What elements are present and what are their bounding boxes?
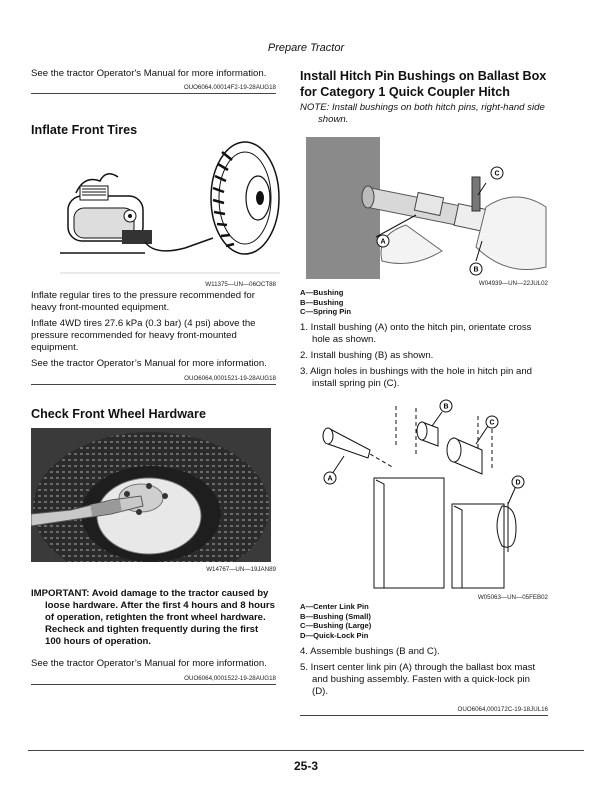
page-number: 25-3: [293, 759, 319, 773]
compressor-tire-figure: [60, 138, 280, 278]
inflate-body: [31, 290, 276, 385]
inflate-heading: Inflate Front Tires: [31, 123, 138, 137]
legend-item: D—Quick-Lock Pin: [300, 630, 369, 640]
hitch-pin-bushing-photo: [306, 137, 548, 279]
hardware-figure-caption: W14767—UN—19JAN89: [206, 566, 276, 573]
footer-rule: [28, 750, 584, 751]
legend-item: A—Bushing: [300, 288, 344, 297]
callout-a: A: [327, 475, 333, 483]
bushings-legend: [300, 288, 351, 317]
running-header: Prepare Tractor: [267, 42, 345, 54]
callout-c: C: [489, 419, 495, 427]
section-rule: [31, 93, 276, 94]
assembly-ref: OUO6064,000172C-19-18JUL16: [457, 706, 548, 713]
inflate-figure-caption: W11375—UN—06OCT88: [205, 281, 276, 288]
hardware-heading: Check Front Wheel Hardware: [31, 407, 206, 421]
callout-a: A: [380, 238, 386, 246]
section-rule: [31, 684, 276, 685]
inflate-para-2: Inflate 4WD tires 27.6 kPa (0.3 bar) (4 psi) above the pressure recommended for heavy front-mounted equipment.: [31, 318, 256, 353]
callout-d: D: [515, 479, 521, 487]
intro-ref: OUO6064,00014F2-19-28AUG18: [183, 84, 276, 91]
bushings-heading-line-1: Install Hitch Pin Bushings on Ballast Box: [300, 69, 547, 83]
step-1: 1. Install bushing (A) onto the hitch pin, orientate cross hole as shown.: [300, 322, 532, 345]
legend-item: C—Spring Pin: [300, 307, 352, 316]
left-column: [31, 68, 276, 94]
step-3: 3. Align holes in bushings with the hole in hitch pin and install spring pin (C).: [300, 366, 533, 389]
bushings-note: NOTE: Install bushings on both hitch pins, right-hand side shown.: [300, 102, 545, 125]
section-rule: [31, 384, 276, 385]
center-link-assembly-drawing: [304, 398, 548, 590]
step-2: 2. Install bushing (B) as shown.: [300, 350, 434, 361]
step-4: 4. Assemble bushings (B and C).: [300, 646, 440, 657]
inflate-ref: OUO6064,0001521-19-28AUG18: [184, 375, 276, 382]
legend-item: C—Bushing (Large): [300, 621, 372, 630]
callout-b: B: [473, 266, 479, 274]
bushings-heading-line-2: for Category 1 Quick Coupler Hitch: [300, 85, 510, 99]
legend-item: B—Bushing: [300, 297, 344, 307]
step-5: 5. Insert center link pin (A) through the ballast box mast and bushing assembly. Fasten with a quick-lock pin (D).: [300, 662, 536, 697]
inflate-para-1: Inflate regular tires to the pressure recommended for heavy front-mounted equipment.: [31, 290, 255, 313]
inflate-para-3: See the tractor Operator’s Manual for more information.: [31, 358, 267, 369]
tire-drawing: [211, 142, 279, 254]
wheel-hardware-photo: [31, 428, 271, 562]
legend-item: B—Bushing (Small): [300, 611, 371, 621]
bushings-figure-caption: W04939—UN—22JUL02: [478, 280, 548, 287]
hardware-body: [31, 578, 276, 685]
intro-text: See the tractor Operator's Manual for more information.: [31, 68, 267, 79]
legend-item: A—Center Link Pin: [300, 602, 369, 611]
callout-b: B: [443, 403, 449, 411]
important-notice: IMPORTANT: Avoid damage to the tractor caused by loose hardware. After the first 4 hours and 8 hours of operation, retighten the front wheel hardware. Recheck and tighten frequently during the first 100 hours of operation.: [31, 587, 275, 647]
assembly-steps: [300, 646, 548, 716]
section-rule: [300, 715, 548, 716]
callout-c: C: [494, 170, 500, 178]
hardware-para: See the tractor Operator’s Manual for more information.: [31, 657, 267, 669]
hardware-ref: OUO6064,0001522-19-28AUG18: [184, 674, 276, 682]
bushings-steps: [300, 322, 548, 390]
bushings-heading: [300, 68, 550, 100]
assembly-figure-caption: W05063—UN—05FEB02: [477, 594, 548, 601]
compressor-drawing: [60, 174, 213, 253]
assembly-legend: [300, 602, 371, 640]
